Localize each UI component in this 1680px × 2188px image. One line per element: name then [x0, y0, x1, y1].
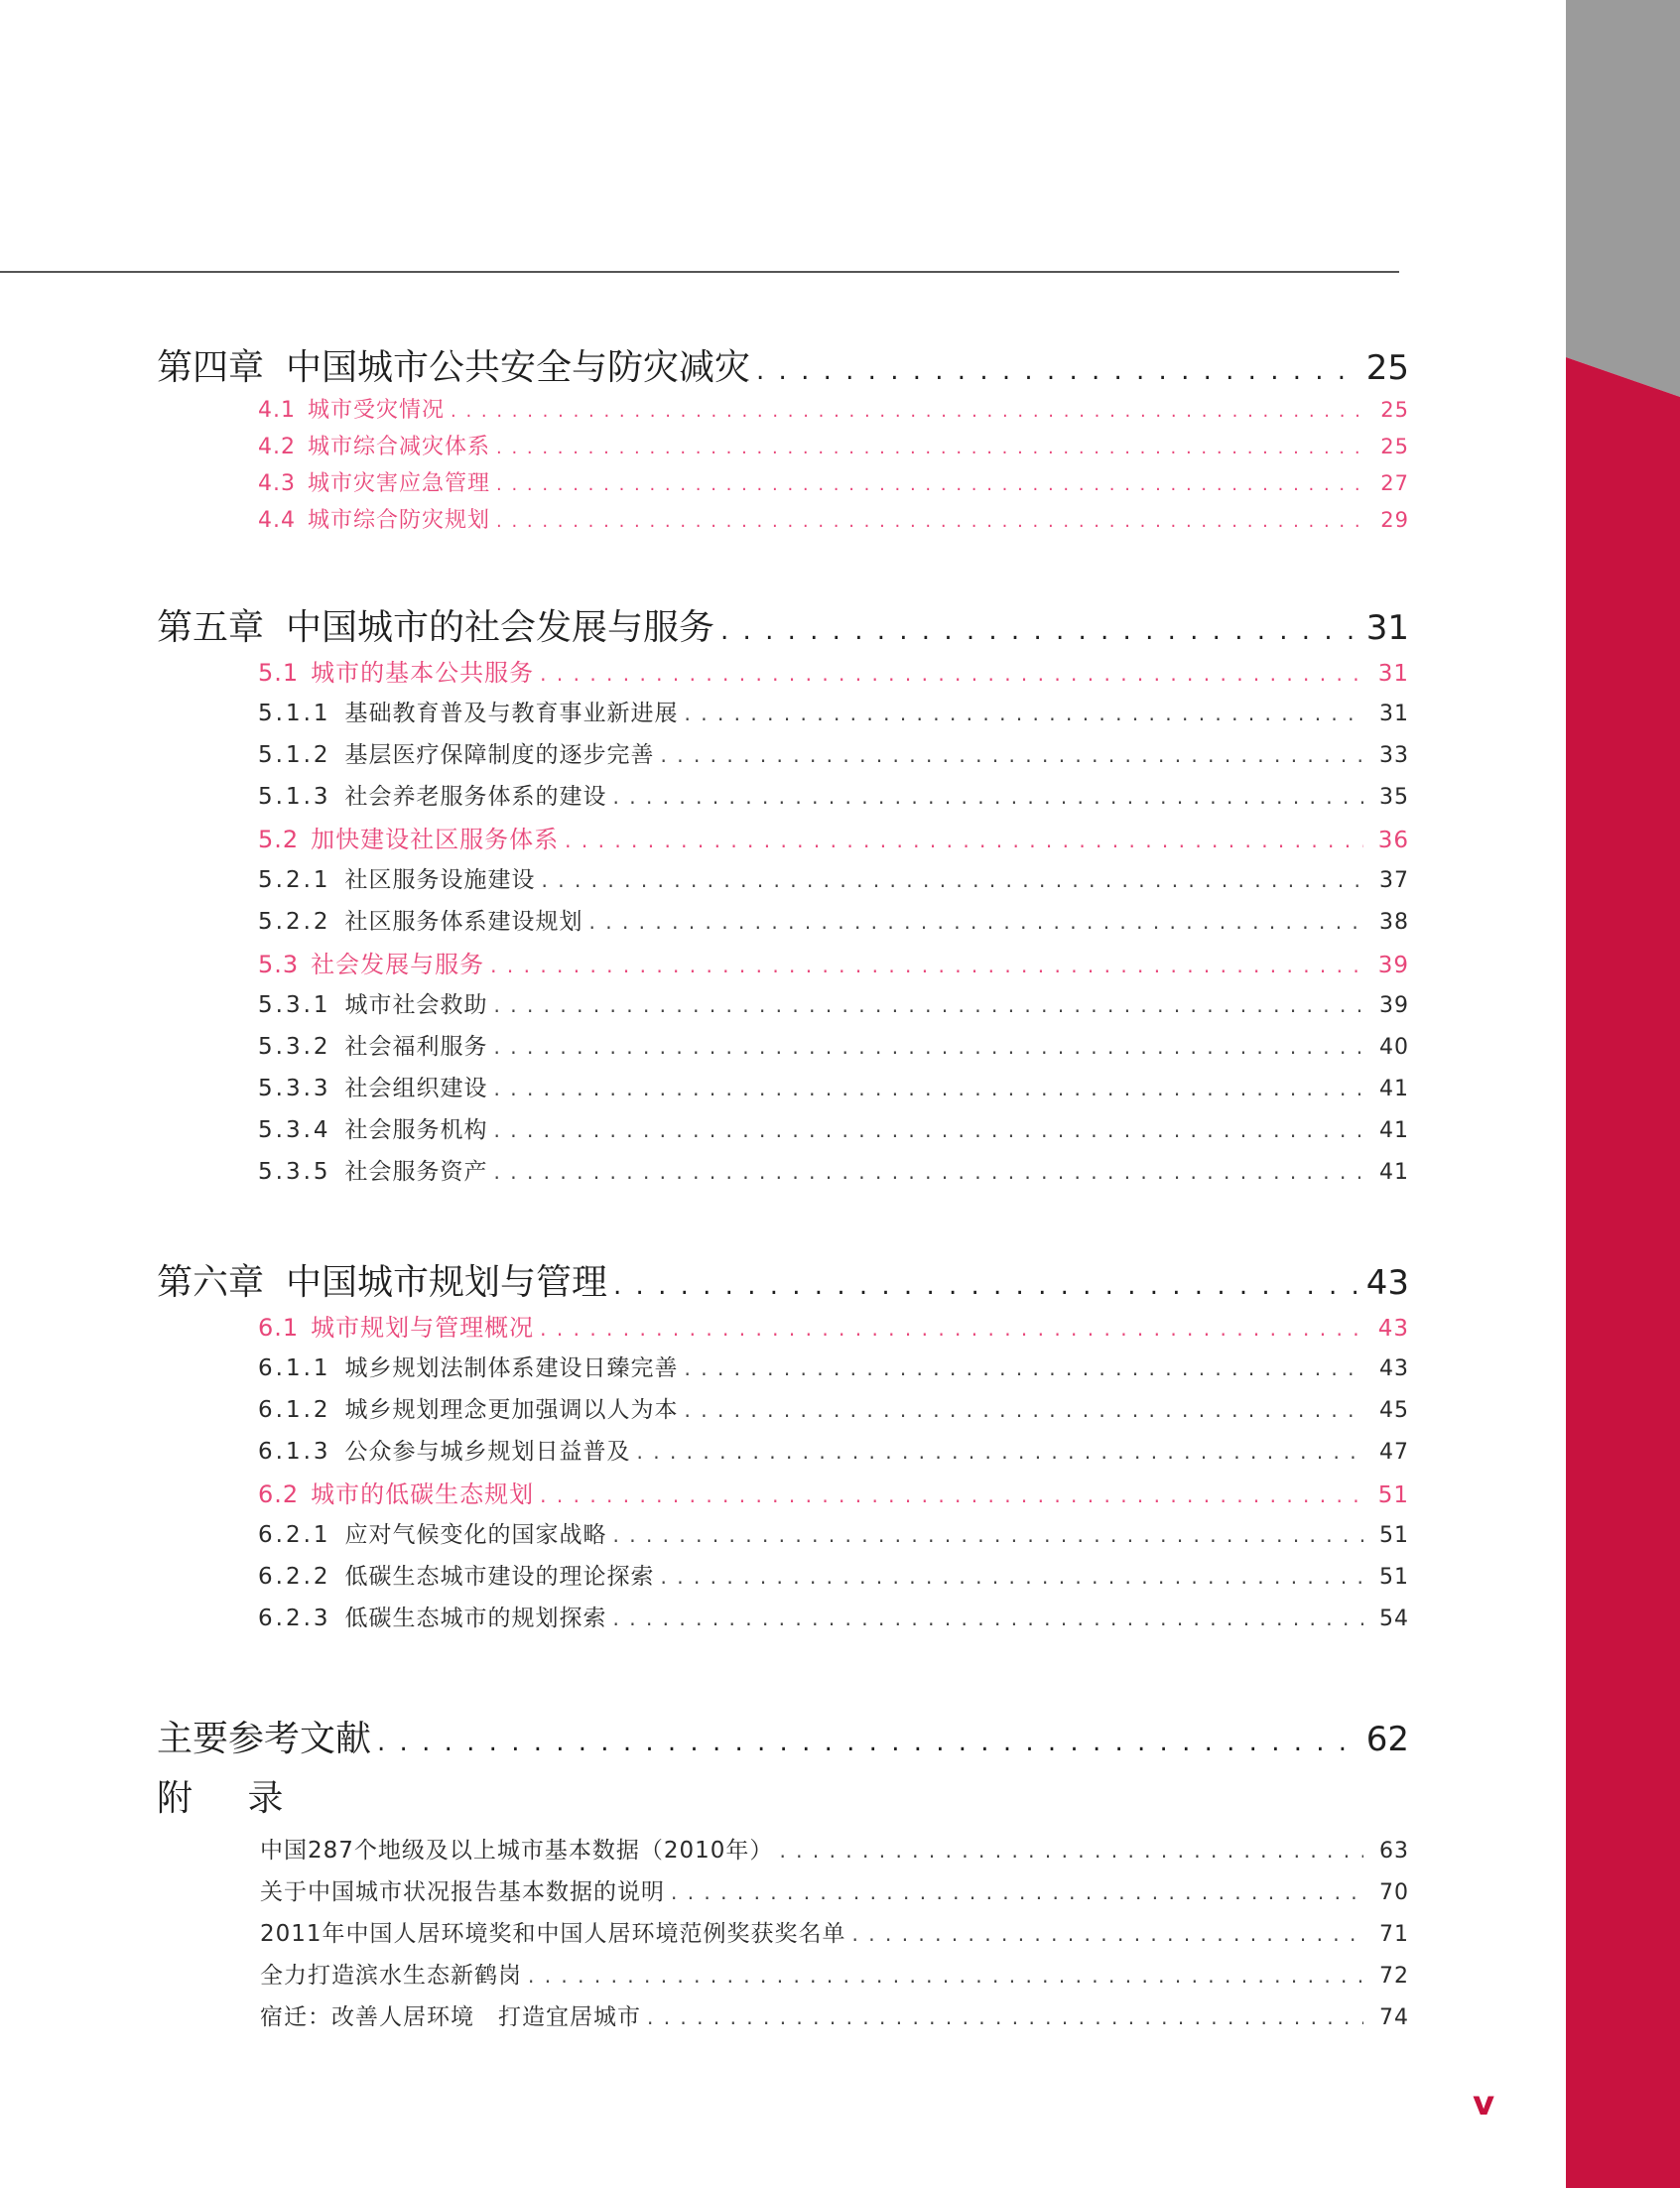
toc-section[interactable]	[157, 393, 1409, 430]
toc-subsection[interactable]	[157, 1070, 1409, 1111]
toc-section[interactable]	[157, 503, 1409, 540]
appendix-item[interactable]	[157, 1873, 1409, 1915]
table-of-contents	[157, 339, 1409, 2040]
leader-dots	[540, 1317, 1363, 1341]
subsection-title: 社会福利服务	[344, 1034, 488, 1060]
subsection-title: 基础教育普及与教育事业新进展	[344, 701, 679, 726]
subsection-title: 社会组织建设	[344, 1076, 488, 1101]
chapter-4-entry[interactable]	[157, 339, 1409, 393]
subsection-number: 6.2.1	[258, 1522, 331, 1548]
toc-section[interactable]	[157, 466, 1409, 503]
leader-dots	[565, 829, 1363, 852]
subsection-number: 5.3.4	[258, 1117, 331, 1143]
subsection-page: 37	[1379, 868, 1409, 893]
chapter-page: 31	[1365, 608, 1409, 648]
toc-subsection[interactable]	[157, 1391, 1409, 1433]
chapter-number: 第五章	[157, 607, 265, 648]
leader-dots	[671, 1880, 1363, 1904]
subsection-page: 41	[1379, 1118, 1409, 1143]
toc-subsection[interactable]	[157, 778, 1409, 820]
subsection-number: 5.2.1	[258, 867, 331, 893]
chapter-number: 第四章	[157, 347, 265, 388]
section-number: 4.4	[258, 508, 296, 533]
leader-dots	[494, 1035, 1363, 1059]
toc-subsection[interactable]	[157, 1433, 1409, 1475]
subsection-number: 6.1.2	[258, 1397, 331, 1423]
toc-section[interactable]	[157, 430, 1409, 466]
subsection-title: 社会服务机构	[344, 1117, 488, 1143]
references-title: 主要参考文献	[157, 1719, 372, 1759]
section-number: 4.1	[258, 398, 296, 423]
leader-dots	[490, 954, 1363, 977]
leader-dots	[613, 1271, 1360, 1301]
section-number: 6.1	[258, 1314, 300, 1342]
leader-dots	[451, 401, 1363, 422]
section-number: 4.2	[258, 435, 296, 459]
toc-subsection[interactable]	[157, 1350, 1409, 1391]
section-page: 27	[1380, 471, 1409, 495]
subsection-page: 47	[1379, 1440, 1409, 1465]
toc-subsection[interactable]	[157, 1600, 1409, 1641]
leader-dots	[613, 785, 1363, 809]
subsection-number: 5.1.3	[258, 784, 331, 810]
subsection-number: 6.2.3	[258, 1606, 331, 1631]
leader-dots	[685, 1398, 1363, 1422]
leader-dots	[494, 1118, 1363, 1142]
subsection-page: 39	[1379, 993, 1409, 1018]
section-page: 36	[1377, 828, 1409, 853]
toc-section[interactable]	[157, 820, 1409, 861]
leader-dots	[661, 1565, 1363, 1589]
appendix-item-title: 宿迁：改善人居环境 打造宜居城市	[260, 2004, 641, 2030]
leader-dots	[540, 1483, 1363, 1507]
appendix-item-title: 关于中国城市状况报告基本数据的说明	[260, 1879, 665, 1905]
leader-dots	[779, 1839, 1363, 1863]
toc-section[interactable]	[157, 1475, 1409, 1516]
appendix-item-page: 63	[1379, 1839, 1409, 1864]
subsection-page: 35	[1379, 785, 1409, 810]
section-page: 39	[1377, 953, 1409, 978]
header-rule	[0, 271, 1399, 273]
subsection-page: 54	[1379, 1607, 1409, 1631]
leader-dots	[494, 1077, 1363, 1100]
subsection-page: 40	[1379, 1035, 1409, 1060]
subsection-page: 43	[1379, 1356, 1409, 1381]
subsection-title: 社区服务体系建设规划	[344, 909, 583, 935]
subsection-number: 5.3.3	[258, 1076, 331, 1101]
appendix-title: 附 录	[157, 1778, 306, 1819]
appendix-item[interactable]	[157, 1915, 1409, 1957]
section-title: 城市规划与管理概况	[311, 1314, 535, 1342]
leader-dots	[496, 474, 1363, 495]
subsection-number: 5.3.5	[258, 1159, 331, 1185]
appendix-item[interactable]	[157, 1998, 1409, 2040]
section-page: 25	[1380, 435, 1409, 458]
appendix-item-page: 70	[1379, 1880, 1409, 1905]
references-page: 62	[1365, 1720, 1409, 1759]
chapter-5-entry[interactable]	[157, 599, 1409, 653]
appendix-item[interactable]	[157, 1832, 1409, 1873]
subsection-title: 城乡规划法制体系建设日臻完善	[344, 1355, 679, 1381]
toc-section[interactable]	[157, 1308, 1409, 1350]
leader-dots	[647, 2005, 1363, 2029]
section-title: 加快建设社区服务体系	[311, 826, 560, 853]
appendix-item-page: 72	[1379, 1964, 1409, 1989]
toc-subsection[interactable]	[157, 695, 1409, 736]
leader-dots	[613, 1607, 1363, 1630]
toc-subsection[interactable]	[157, 1028, 1409, 1070]
leader-dots	[377, 1728, 1360, 1757]
chapter-title: 中国城市的社会发展与服务	[286, 607, 715, 648]
section-title: 城市受灾情况	[308, 398, 446, 423]
subsection-title: 社会养老服务体系的建设	[344, 784, 607, 810]
subsection-page: 51	[1379, 1523, 1409, 1548]
chapter-6-entry[interactable]	[157, 1254, 1409, 1308]
section-page: 43	[1377, 1316, 1409, 1342]
section-page: 31	[1377, 661, 1409, 687]
section-title: 城市的基本公共服务	[311, 659, 535, 687]
section-title: 社会发展与服务	[311, 951, 485, 978]
subsection-page: 31	[1379, 702, 1409, 726]
subsection-number: 6.1.1	[258, 1355, 331, 1381]
section-page: 25	[1380, 398, 1409, 422]
appendix-item[interactable]	[157, 1957, 1409, 1998]
leader-dots	[528, 1964, 1363, 1988]
subsection-page: 51	[1379, 1565, 1409, 1590]
side-gray-band	[1566, 0, 1680, 397]
chapter-title: 中国城市公共安全与防灾减灾	[286, 347, 751, 388]
chapter-number: 第六章	[157, 1262, 265, 1303]
subsection-page: 45	[1379, 1398, 1409, 1423]
subsection-title: 应对气候变化的国家战略	[344, 1522, 607, 1548]
section-page: 51	[1377, 1482, 1409, 1508]
subsection-page: 41	[1379, 1160, 1409, 1185]
toc-section[interactable]	[157, 653, 1409, 695]
subsection-title: 城乡规划理念更加强调以人为本	[344, 1397, 679, 1423]
toc-subsection[interactable]	[157, 736, 1409, 778]
chapter-page: 25	[1365, 348, 1409, 388]
toc-subsection[interactable]	[157, 986, 1409, 1028]
leader-dots	[685, 1356, 1363, 1380]
leader-dots	[613, 1523, 1363, 1547]
toc-subsection[interactable]	[157, 1516, 1409, 1558]
appendix-item-title: 2011年中国人居环境奖和中国人居环境范例奖获奖名单	[260, 1921, 846, 1947]
toc-subsection[interactable]	[157, 903, 1409, 945]
toc-subsection[interactable]	[157, 1111, 1409, 1153]
side-decoration-strip	[1566, 0, 1680, 2188]
side-red-band	[1566, 357, 1680, 2188]
leader-dots	[661, 743, 1363, 767]
leader-dots	[540, 662, 1363, 686]
subsection-title: 低碳生态城市建设的理论探索	[344, 1564, 655, 1590]
leader-dots	[685, 702, 1363, 725]
leader-dots	[756, 356, 1360, 386]
leader-dots	[494, 993, 1363, 1017]
page-number: v	[1473, 2084, 1495, 2124]
leader-dots	[852, 1922, 1363, 1946]
references-entry[interactable]	[157, 1711, 1409, 1764]
section-title: 城市灾害应急管理	[308, 471, 491, 496]
subsection-number: 6.1.3	[258, 1439, 331, 1465]
subsection-number: 6.2.2	[258, 1564, 331, 1590]
chapter-title: 中国城市规划与管理	[286, 1262, 608, 1303]
subsection-number: 5.3.2	[258, 1034, 331, 1060]
subsection-number: 5.3.1	[258, 992, 331, 1018]
subsection-number: 5.1.1	[258, 701, 331, 726]
subsection-title: 社区服务设施建设	[344, 867, 536, 893]
leader-dots	[496, 511, 1363, 532]
subsection-number: 5.1.2	[258, 742, 331, 768]
subsection-page: 38	[1379, 910, 1409, 935]
section-number: 5.1	[258, 659, 300, 687]
subsection-page: 41	[1379, 1077, 1409, 1101]
toc-subsection[interactable]	[157, 861, 1409, 903]
toc-subsection[interactable]	[157, 1558, 1409, 1600]
leader-dots	[589, 910, 1363, 934]
section-number: 6.2	[258, 1480, 300, 1508]
subsection-title: 低碳生态城市的规划探索	[344, 1606, 607, 1631]
section-page: 29	[1380, 508, 1409, 532]
leader-dots	[542, 868, 1363, 892]
toc-section[interactable]	[157, 945, 1409, 986]
appendix-item-title: 中国287个地级及以上城市基本数据（2010年）	[260, 1838, 774, 1864]
leader-dots	[720, 616, 1360, 646]
leader-dots	[637, 1440, 1363, 1464]
subsection-page: 33	[1379, 743, 1409, 768]
appendix-item-page: 74	[1379, 2005, 1409, 2030]
section-number: 5.2	[258, 826, 300, 853]
appendix-item-page: 71	[1379, 1922, 1409, 1947]
subsection-number: 5.2.2	[258, 909, 331, 935]
chapter-page: 43	[1365, 1263, 1409, 1303]
section-title: 城市综合防灾规划	[308, 508, 491, 533]
section-title: 城市的低碳生态规划	[311, 1480, 535, 1508]
section-number: 4.3	[258, 471, 296, 496]
subsection-title: 公众参与城乡规划日益普及	[344, 1439, 631, 1465]
toc-subsection[interactable]	[157, 1153, 1409, 1195]
leader-dots	[494, 1160, 1363, 1184]
appendix-item-title: 全力打造滨水生态新鹤岗	[260, 1963, 522, 1989]
subsection-title: 社会服务资产	[344, 1159, 488, 1185]
subsection-title: 城市社会救助	[344, 992, 488, 1018]
leader-dots	[496, 438, 1363, 458]
section-title: 城市综合减灾体系	[308, 435, 491, 459]
section-number: 5.3	[258, 951, 300, 978]
subsection-title: 基层医疗保障制度的逐步完善	[344, 742, 655, 768]
